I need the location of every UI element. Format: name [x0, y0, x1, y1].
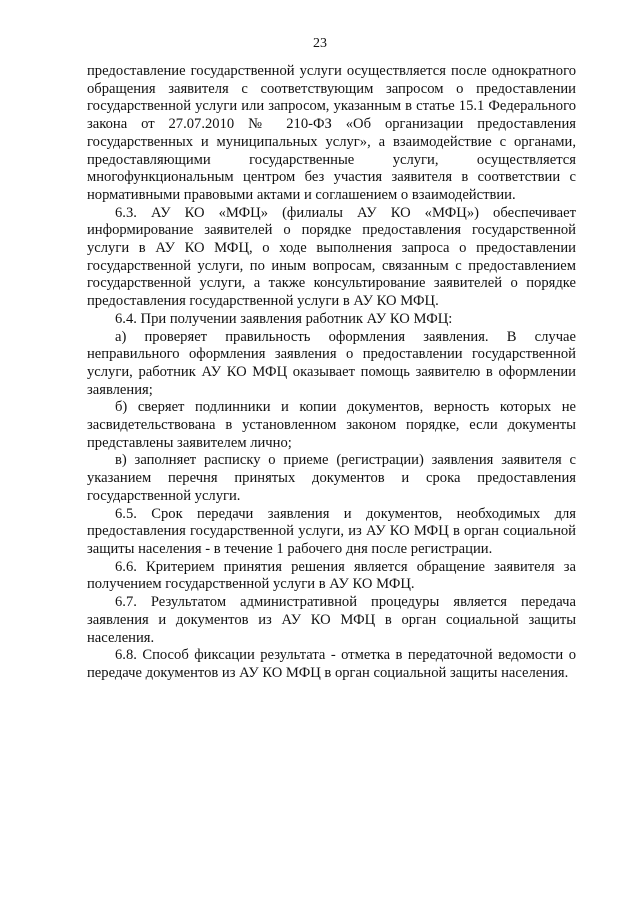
list-item-v: в) заполняет расписку о приеме (регистрации) заявления заявителя с указанием перечня принятых документов и срока предоставления государственной услуги. [87, 452, 576, 504]
page-number: 23 [313, 36, 327, 51]
paragraph-6-4: 6.4. При получении заявления работник АУ КО МФЦ: [115, 310, 453, 327]
list-item-a: а) проверяет правильность оформления заявления. В случае неправильного оформления заявления о предоставлении государственной услуги, работник АУ КО МФЦ оказывает помощь заявителю в оформлении заявления; [87, 328, 576, 398]
paragraph-6-3: 6.3. АУ КО «МФЦ» (филиалы АУ КО «МФЦ») обеспечивает информирование заявителей о порядке предоставления государственной услуги в АУ КО МФЦ, о ходе выполнения запроса о предоставлении государственной услуги, по иным вопросам, связанным с предоставлением государственной услуги, а также консультирование заявителей о порядке предоставления государственной услуги в АУ КО МФЦ. [87, 204, 576, 310]
paragraph-6-7: 6.7. Результатом административной процедуры является передача заявления и документов из АУ КО МФЦ в орган социальной защиты населения. [87, 594, 576, 646]
list-item-b: б) сверяет подлинники и копии документов, верность которых не засвидетельствована в установленном законом порядке, если документы представлены заявителем лично; [87, 399, 576, 451]
paragraph-6-6: 6.6. Критерием принятия решения является обращение заявителя за получением государственной услуги в АУ КО МФЦ. [87, 558, 576, 593]
paragraph-6-8: 6.8. Способ фиксации результата - отметка в передаточной ведомости о передаче документов из АУ КО МФЦ в орган социальной защиты населения. [87, 647, 576, 681]
paragraph-continuation: предоставление государственной услуги осуществляется после однократного обращения заявителя с соответствующим запросом о предоставлении государственной услуги или запросом, указанным в статье 15.1 Федерального закона от 27.07.2010 № 210-ФЗ «Об организации предоставления государственных и муниципальных услуг», а взаимодействие с органами, предоставляющими государственные услуги, осуществляется многофункциональным центром без участия заявителя в соответствии с нормативными правовыми актами и соглашением о взаимодействии. [87, 63, 576, 203]
paragraph-6-5: 6.5. Срок передачи заявления и документов, необходимых для предоставления государственной услуги, из АУ КО МФЦ в орган социальной защиты населения - в течение 1 рабочего дня после регистрации. [87, 505, 576, 557]
document-body [87, 63, 576, 683]
